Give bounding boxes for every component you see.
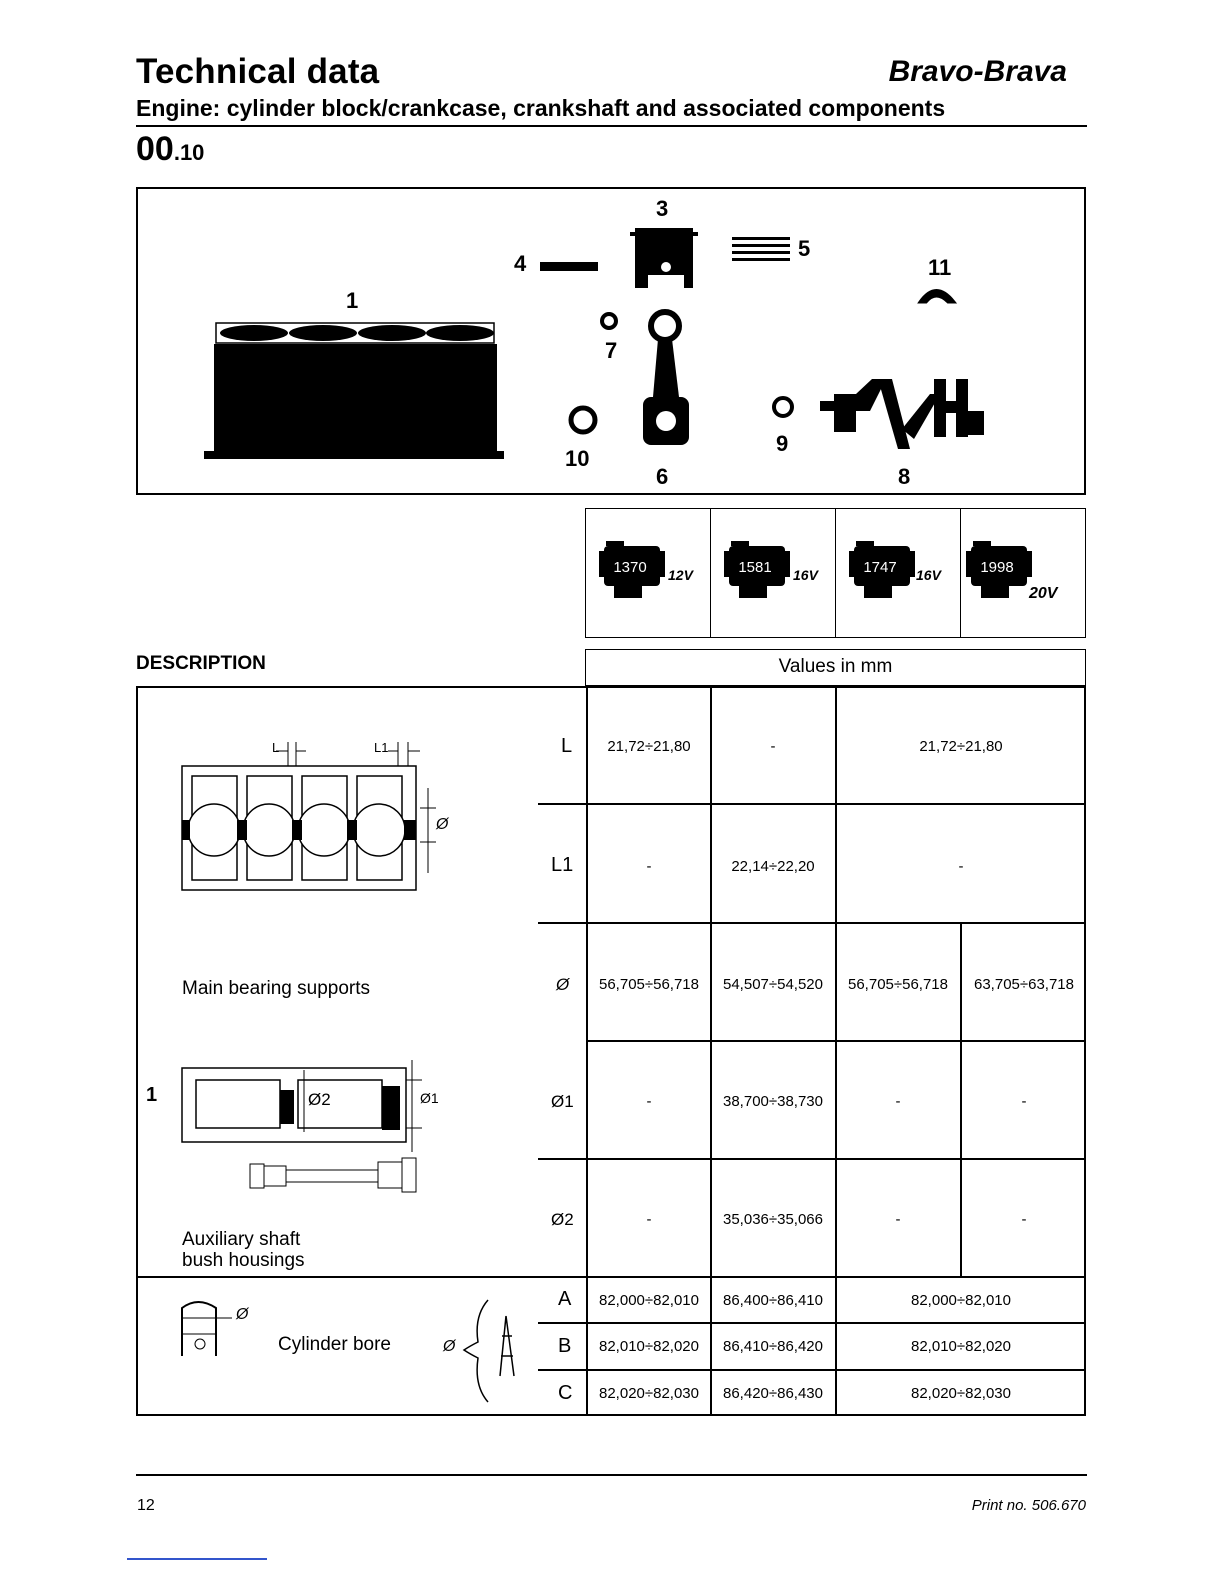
callout-1: 1 bbox=[346, 288, 359, 313]
engine-valves-label: 16V bbox=[793, 567, 818, 583]
footer-rule bbox=[136, 1474, 1087, 1476]
main-bearing-supports-label: Main bearing supports bbox=[182, 978, 370, 999]
row-divider bbox=[586, 1040, 1086, 1042]
value-dia1-1370: - bbox=[646, 1093, 652, 1110]
value-C-1747-1998: 82,020÷82,030 bbox=[911, 1385, 1011, 1402]
gudgeon-pin-drawing bbox=[540, 262, 598, 271]
value-L1-1581: 22,14÷22,20 bbox=[731, 858, 815, 875]
connecting-rod-drawing bbox=[643, 312, 689, 445]
engine-column-1370 bbox=[586, 509, 711, 637]
diagram-label-dia1: Ø1 bbox=[420, 1090, 439, 1106]
auxiliary-shaft-label-line-2: bush housings bbox=[182, 1250, 305, 1271]
row-symbol-C: C bbox=[558, 1382, 573, 1404]
value-B-1370: 82,010÷82,020 bbox=[599, 1338, 699, 1355]
value-B-1581: 86,410÷86,420 bbox=[723, 1338, 823, 1355]
footer-link-underline bbox=[127, 1558, 267, 1560]
value-dia1-1998: - bbox=[1021, 1093, 1027, 1110]
row-symbol-dia1: Ø1 bbox=[551, 1092, 574, 1111]
value-dia2-1998: - bbox=[1021, 1211, 1027, 1228]
callout-11: 11 bbox=[928, 255, 952, 280]
big-end-bearing-drawing bbox=[571, 408, 595, 432]
brand-name: Bravo-Brava bbox=[888, 55, 1067, 88]
value-L-1747-1998: 21,72÷21,80 bbox=[919, 738, 1003, 755]
engine-code-label: 1747 bbox=[863, 559, 897, 576]
crankshaft-drawing bbox=[820, 379, 984, 449]
callout-10: 10 bbox=[565, 446, 590, 471]
header-rule bbox=[136, 125, 1087, 127]
value-dia1-1581: 38,700÷38,730 bbox=[723, 1093, 823, 1110]
diagram-label-L: L bbox=[272, 740, 280, 755]
row-symbol-B: B bbox=[558, 1335, 572, 1357]
auxiliary-shaft-label-line-1: Auxiliary shaft bbox=[182, 1229, 301, 1250]
engine-valves-label: 12V bbox=[668, 567, 693, 583]
diagram-label-dia: Ø bbox=[436, 816, 449, 833]
main-bearing-shell-drawing bbox=[920, 291, 954, 303]
cylinder-bore-diagram-dia-label: Ø bbox=[236, 1306, 249, 1323]
callout-3: 3 bbox=[656, 196, 669, 221]
value-dia-1370: 56,705÷56,718 bbox=[599, 976, 699, 993]
engine-valves-label: 20V bbox=[1029, 585, 1058, 602]
row-divider bbox=[538, 1158, 1086, 1160]
print-number: Print no. 506.670 bbox=[971, 1497, 1086, 1514]
cylinder-bore-icon bbox=[174, 1294, 254, 1364]
values-header: Values in mm bbox=[585, 649, 1086, 686]
description-heading: DESCRIPTION bbox=[136, 653, 266, 674]
page-number: 12 bbox=[137, 1497, 155, 1514]
row-divider bbox=[538, 1322, 1086, 1324]
engine-column-1747 bbox=[836, 509, 961, 637]
piston-rings-drawing bbox=[732, 237, 790, 261]
thrust-ring-drawing bbox=[774, 398, 792, 416]
value-dia2-1370: - bbox=[646, 1211, 652, 1228]
page-subtitle: Engine: cylinder block/crankcase, crankshaft and associated components bbox=[136, 95, 946, 121]
row-symbol-L1: L1 bbox=[551, 854, 574, 876]
section-code bbox=[136, 130, 204, 169]
auxiliary-shaft-diagram bbox=[178, 1056, 458, 1196]
callout-6: 6 bbox=[656, 464, 669, 489]
value-dia-1581: 54,507÷54,520 bbox=[723, 976, 823, 993]
row-symbol-dia2: Ø2 bbox=[551, 1210, 574, 1229]
section-code-sub: .10 bbox=[173, 140, 205, 165]
exploded-view-figure bbox=[136, 187, 1086, 495]
specifications-table bbox=[136, 686, 1086, 1416]
value-dia1-1747: - bbox=[895, 1093, 901, 1110]
value-L-1370: 21,72÷21,80 bbox=[607, 738, 691, 755]
value-L-1581: - bbox=[770, 738, 776, 755]
engine-valves-label: 16V bbox=[916, 567, 941, 583]
bore-class-bracket-icon bbox=[460, 1296, 530, 1406]
callout-5: 5 bbox=[798, 236, 811, 261]
page-title: Technical data bbox=[136, 52, 380, 91]
diagram-label-L1: L1 bbox=[374, 740, 389, 755]
callout-9: 9 bbox=[776, 431, 789, 456]
value-C-1370: 82,020÷82,030 bbox=[599, 1385, 699, 1402]
engine-code-label: 1370 bbox=[613, 559, 647, 576]
cylinder-bore-label: Cylinder bore bbox=[278, 1334, 391, 1355]
callout-8: 8 bbox=[898, 464, 911, 489]
diagram-label-dia2: Ø2 bbox=[308, 1090, 331, 1109]
row-symbol-L: L bbox=[561, 735, 573, 757]
value-C-1581: 86,420÷86,430 bbox=[723, 1385, 823, 1402]
engine-column-1998 bbox=[961, 509, 1085, 637]
engine-column-1581 bbox=[711, 509, 836, 637]
callout-7: 7 bbox=[605, 338, 618, 363]
cylinder-block-drawing bbox=[204, 323, 504, 459]
row-divider bbox=[538, 803, 1086, 805]
main-bearing-supports-diagram bbox=[178, 738, 458, 898]
value-dia2-1747: - bbox=[895, 1211, 901, 1228]
value-dia-1747: 56,705÷56,718 bbox=[848, 976, 948, 993]
row-symbol-dia: Ø bbox=[556, 975, 570, 994]
row-divider bbox=[138, 1276, 1086, 1278]
value-B-1747-1998: 82,010÷82,020 bbox=[911, 1338, 1011, 1355]
engine-code-label: 1998 bbox=[980, 559, 1014, 576]
section-code-main: 00 bbox=[136, 130, 174, 168]
row-symbol-A: A bbox=[558, 1288, 572, 1310]
engine-code-label: 1581 bbox=[738, 559, 772, 576]
cylinder-bore-dia-symbol: Ø bbox=[443, 1338, 456, 1355]
value-dia2-1581: 35,036÷35,066 bbox=[723, 1211, 823, 1228]
callout-4: 4 bbox=[514, 251, 527, 276]
item-number: 1 bbox=[146, 1084, 158, 1106]
piston-drawing bbox=[630, 228, 698, 288]
row-divider bbox=[538, 1369, 1086, 1371]
value-A-1747-1998: 82,000÷82,010 bbox=[911, 1292, 1011, 1309]
value-A-1370: 82,000÷82,010 bbox=[599, 1292, 699, 1309]
small-end-bush-drawing bbox=[602, 314, 616, 328]
value-L1-1370: - bbox=[646, 858, 652, 875]
row-divider bbox=[538, 922, 1086, 924]
value-L1-1747-1998: - bbox=[958, 858, 964, 875]
engine-header-row bbox=[585, 508, 1086, 638]
value-dia-1998: 63,705÷63,718 bbox=[974, 976, 1074, 993]
value-A-1581: 86,400÷86,410 bbox=[723, 1292, 823, 1309]
